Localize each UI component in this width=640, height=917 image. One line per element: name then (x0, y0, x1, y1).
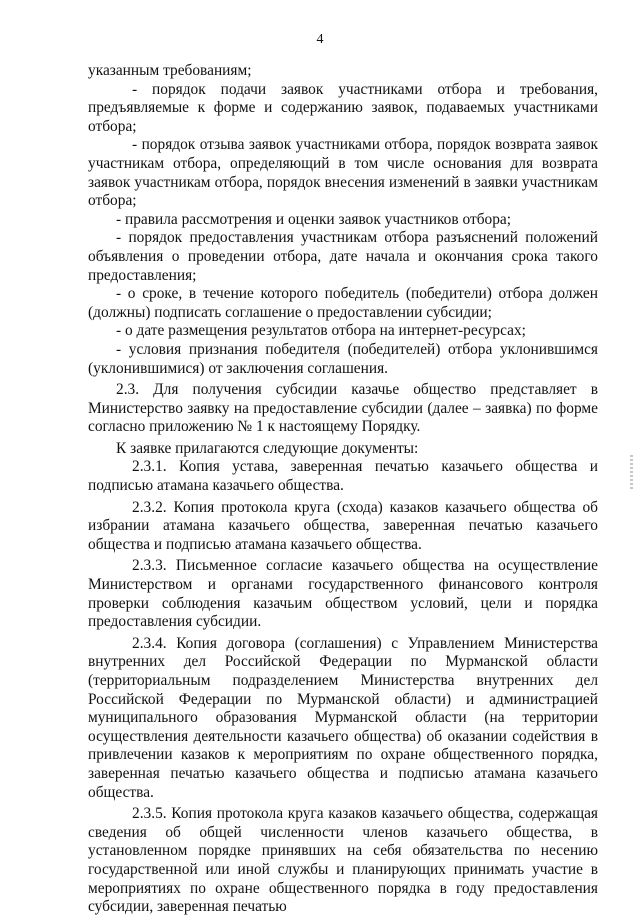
paragraph-2-3-5: 2.3.5. Копия протокола круга казаков казачьего общества, содержащая сведения об общей численности членов казачьего общества, в установленном порядке принявших на себя обязательства по несению государственной или иной службы и планирующих принимать участие в мероприятиях по охране общественного порядка в году предоставления субсидии, заверенная печатью (88, 805, 598, 916)
list-item-evasion-conditions: - условия признания победителя (победителей) отбора уклонившимся (уклонившимися) от заключения соглашения. (88, 340, 598, 377)
list-item-signing-deadline: - о сроке, в течение которого победитель (победители) отбора должен (должны) подписать соглашение о предоставлении субсидии; (88, 285, 598, 321)
list-item-clarification-procedure: - порядок предоставления участникам отбора разъяснений положений объявления о проведении отбора, дате начала и окончания срока такого предоставления; (88, 229, 598, 284)
paragraph-2-3-1: 2.3.1. Копия устава, заверенная печатью казачьего общества и подписью атамана казачьего общества. (88, 458, 598, 495)
page-number: 4 (316, 32, 324, 47)
document-body (88, 62, 598, 917)
paragraph-attachments-intro: К заявке прилагаются следующие документы: (116, 439, 419, 457)
list-item-submission-procedure: - порядок подачи заявок участниками отбора и требования, предъявляемые к форме и содержанию заявок, подаваемых участниками отбора; (88, 80, 598, 135)
paragraph-continuation: указанным требованиям; (88, 62, 252, 79)
paragraph-2-3-3: 2.3.3. Письменное согласие казачьего общества на осуществление Министерством и органами государственного финансового контроля проверки соблюдения казачьим обществом условий, цели и порядка предоставления субсидии. (88, 557, 598, 631)
list-item-review-rules: - правила рассмотрения и оценки заявок участников отбора; (116, 210, 512, 228)
paragraph-2-3-4: 2.3.4. Копия договора (соглашения) с Управлением Министерства внутренних дел Российской Федерации по Мурманской области (территориальным подразделением Министерства внутренних дел Российской Федерации по Мурманской области) и администрацией муниципального образования Мурманской области (на территории осуществления деятельности казачьего общества) об оказании содействия в привлечении казаков к мероприятиям по охране общественного порядка, заверенная печатью казачьего общества и подписью атамана казачьего общества. (88, 634, 598, 801)
list-item-results-date: - о дате размещения результатов отбора на интернет-ресурсах; (116, 322, 526, 340)
list-item-withdrawal-procedure: - порядок отзыва заявок участниками отбора, порядок возврата заявок участникам отбора, определяющий в том числе основания для возврата заявок участникам отбора, порядок внесения изменений в заявки участникам отбора; (88, 136, 598, 210)
paragraph-2-3-2: 2.3.2. Копия протокола круга (схода) казаков казачьего общества об избрании атамана казачьего общества, заверенная печатью казачьего общества и подписью атамана казачьего общества. (88, 498, 598, 553)
scan-edge-mark (630, 455, 633, 489)
paragraph-2-3: 2.3. Для получения субсидии казачье общество представляет в Министерство заявку на предоставление субсидии (далее – заявка) по форме согласно приложению № 1 к настоящему Порядку. (88, 381, 598, 436)
